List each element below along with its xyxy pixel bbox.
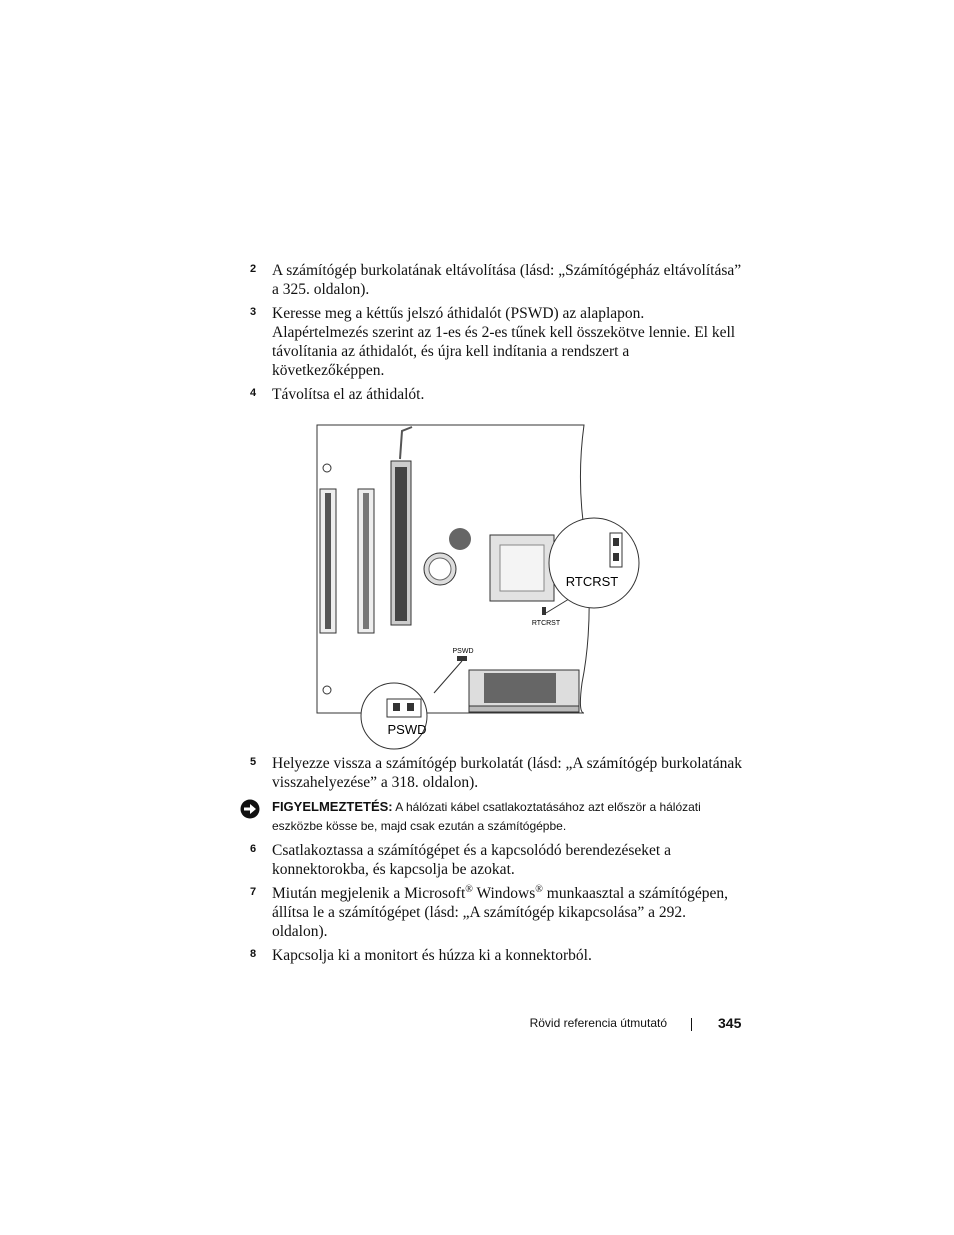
step-text-part: munkaasztal a számítógépen, állítsa le a számítógépet (lásd: „A számítógép kikapcsolása” a 292. oldalon).: [272, 885, 728, 940]
step-number: 4: [250, 387, 257, 399]
step-text-part: Miután megjelenik a Microsoft: [272, 885, 466, 902]
rtcrst-callout-label: RTCRST: [565, 574, 619, 589]
step-number: 3: [250, 306, 257, 318]
notice-label: FIGYELMEZTETÉS:: [272, 799, 393, 814]
step-number: 2: [250, 263, 257, 275]
step-text: Keresse meg a kéttűs jelszó áthidalót (PSWD) az alaplapon. Alapértelmezés szerint az 1-es és 2-es tűnek kell összekötve lennie. El kell távolítania az áthidalót, és újra kell indítania a rendszert a következőképpen.: [272, 305, 736, 379]
step-number: 6: [250, 843, 257, 855]
step-text-part: Windows: [472, 885, 536, 902]
step-text: Kapcsolja ki a monitort és húzza ki a konnektorból.: [272, 947, 592, 964]
step-text: [272, 884, 742, 941]
step-text: Távolítsa el az áthidalót.: [272, 386, 425, 403]
registered-mark: ®: [535, 883, 543, 895]
registered-mark: ®: [465, 883, 473, 895]
footer-title: Rövid referencia útmutató: [529, 1016, 667, 1030]
step-text: A számítógép burkolatának eltávolítása (lásd: „Számítógépház eltávolítása” a 325. oldalon).: [272, 262, 742, 298]
notice-arrow-icon: [240, 799, 260, 819]
step-number: 7: [250, 886, 257, 898]
rtcrst-board-label: RTCRST: [531, 620, 561, 627]
page-number: 345: [718, 1015, 742, 1031]
step-text: Csatlakoztassa a számítógépet és a kapcsolódó berendezéseket a konnektorokba, és kapcsolja be azokat.: [272, 842, 671, 878]
step-number: 5: [250, 756, 257, 768]
step-number: 8: [250, 948, 257, 960]
pswd-callout-label: PSWD: [387, 722, 427, 737]
notice-text: A hálózati kábel csatlakoztatásához azt először a hálózati eszközbe kösse be, majd csak ezután a számítógépbe.: [272, 800, 701, 833]
step-text: Helyezze vissza a számítógép burkolatát (lásd: „A számítógép burkolatának visszahelyezése” a 318. oldalon).: [272, 755, 742, 791]
footer-separator: [691, 1018, 692, 1031]
notice-body: [272, 797, 742, 836]
pswd-board-label: PSWD: [452, 648, 474, 655]
motherboard-diagram: [314, 423, 619, 748]
